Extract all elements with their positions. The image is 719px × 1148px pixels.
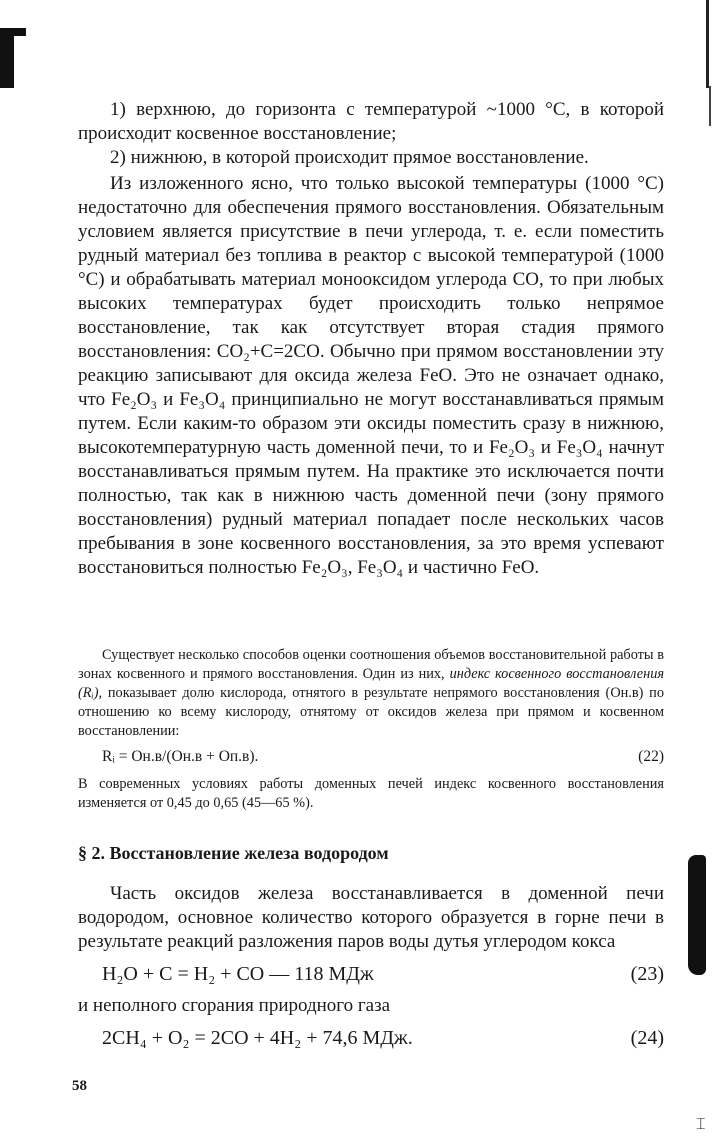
formula-24	[78, 1024, 664, 1052]
formula-22	[78, 745, 664, 769]
formula-23-number: (23)	[630, 963, 664, 985]
small-paragraph-index	[78, 646, 664, 741]
edge-scan-mark-bottom: ⌶	[696, 1116, 706, 1133]
formula-23	[78, 960, 664, 988]
edge-scan-line-lower	[709, 86, 711, 126]
formula-22-number: (22)	[638, 748, 664, 765]
list-item-lower-zone: 2) нижнюю, в которой происходит прямое восстановление.	[110, 147, 589, 168]
formula-24-expression: 2CH₄ + O₂ = 2CO + 4H₂ + 74,6 МДж.	[102, 1027, 413, 1049]
small-text-block	[78, 646, 664, 813]
corner-scan-mark	[0, 28, 14, 88]
list-item-upper-zone: 1) верхнюю, до горизонта с температурой ~1000 °С, в которой происходит косвенное восстановление;	[78, 99, 664, 144]
formula-24-number: (24)	[630, 1027, 664, 1049]
gas-paragraph: и неполного сгорания природного газа	[78, 995, 391, 1016]
indirect-reduction-index-term: индекс косвенного восстановления (Rᵢ),	[78, 666, 665, 701]
hydrogen-paragraph: Часть оксидов железа восстанавливается в доменной печи водородом, основное количество которого образуется в горне печи в результате реакций разложения паров воды дутья углеродом кокса	[78, 883, 664, 952]
main-paragraph: Из изложенного ясно, что только высокой температуры (1000 °С) недостаточно для обеспечения прямого восстановления. Обязательным условием является присутствие в печи углерода, т. е. если поместить рудный материал без топлива в реактор с высокой температурой (1000 °С) и обрабатывать материал монооксидом углерода СО, то при любых высоких температурах будет происходить только непрямое восстановление, так как отсутствует вторая стадия прямого восстановления: СО₂+С=2СО. Обычно при прямом восстановлении эту реакцию записывают для оксида железа FeO. Это не означает однако, что Fe₂O₃ и Fe₃O₄ принципиально не могут восстанавливаться прямым путем. Если каким-то образом эти оксиды поместить сразу в нижнюю, высокотемпературную часть доменной печи, то и Fe₂O₃ и Fe₃O₄ начнут восстанавливаться прямым путем. На практике это исключается почти полностью, так как в нижнюю часть доменной печи (зону прямого восстановления) рудный материал попадает после нескольких часов пребывания в зоне косвенного восстановления, за это время успевают восстановиться полностью Fe₂O₃, Fe₃O₄ и частично FeO.	[78, 173, 664, 578]
edge-scan-line	[706, 0, 709, 88]
page-number: 58	[72, 1078, 87, 1094]
small-paragraph-modern: В современных условиях работы доменных печей индекс косвенного восстановления изменяется от 0,45 до 0,65 (45—65 %).	[78, 776, 664, 811]
small-paragraph-index-start: Существует несколько способов оценки соотношения объемов восстановительной работы в зонах косвенного и прямого восстановления. Один из них,	[78, 647, 664, 682]
upper-text-block	[78, 98, 664, 580]
formula-22-expression: Rᵢ = Oн.в/(Oн.в + Oп.в).	[102, 748, 259, 765]
formula-23-expression: H₂O + C = H₂ + CO — 118 МДж	[102, 963, 374, 985]
hydrogen-text-block	[78, 882, 664, 1052]
edge-scan-blot	[688, 855, 706, 975]
small-paragraph-index-end: показывает долю кислорода, отнятого в результате непрямого восстановления (Oн.в) по отношению ко всему кислороду, отнятому от оксидов железа при прямом и косвенном восстановлении:	[78, 685, 664, 739]
section-heading: § 2. Восстановление железа водородом	[78, 843, 389, 863]
